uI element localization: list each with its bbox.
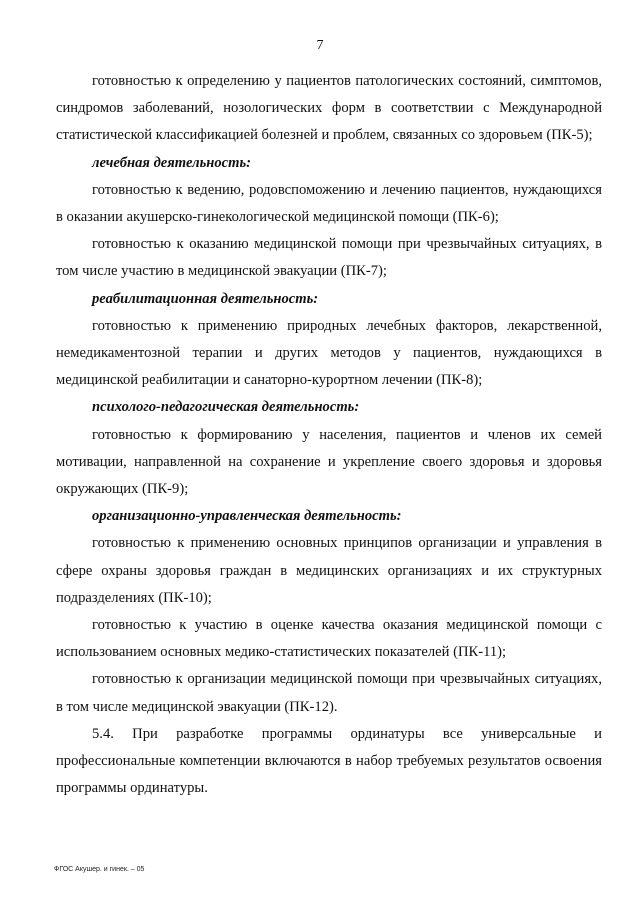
- paragraph-pk7: готовностью к оказанию медицинской помощи при чрезвычайных ситуациях, в том числе участию в медицинской эвакуации (ПК-7);: [56, 236, 602, 280]
- paragraph-pk5: готовностью к определению у пациентов патологических состояний, симптомов, синдромов заболеваний, нозологических форм в соответствии с Международной статистической классификацией болезней и проблем, связанных со здоровьем (ПК-5);: [56, 73, 602, 144]
- page-number: 7: [316, 38, 324, 53]
- section-heading-organization-management: организационно-управленческая деятельность:: [92, 508, 402, 525]
- section-heading-rehabilitation: реабилитационная деятельность:: [92, 290, 319, 307]
- paragraph-pk6: готовностью к ведению, родовспоможению и лечению пациентов, нуждающихся в оказании акушерско-гинекологической медицинской помощи (ПК-6);: [56, 181, 602, 226]
- section-heading-psychology-pedagogy: психолого-педагогическая деятельность:: [92, 399, 360, 416]
- section-heading-treatment: лечебная деятельность:: [92, 154, 251, 171]
- paragraph-pk11: готовностью к участию в оценке качества оказания медицинской помощи с использованием основных медико-статистических показателей (ПК-11);: [56, 617, 602, 661]
- paragraph-pk9: готовностью к формированию у населения, пациентов и членов их семей мотивации, направленной на сохранение и укрепление своего здоровья и здоровья окружающих (ПК-9);: [56, 426, 602, 498]
- paragraph-pk10: готовностью к применению основных принципов организации и управления в сфере охраны здоровья граждан в медицинских организациях и их структурных подразделениях (ПК-10);: [56, 535, 602, 606]
- paragraph-5-4: 5.4. При разработке программы ординатуры все универсальные и профессиональные компетенции включаются в набор требуемых результатов освоения программы ординатуры.: [56, 725, 602, 797]
- paragraph-pk8: готовностью к применению природных лечебных факторов, лекарственной, немедикаментозной терапии и других методов у пациентов, нуждающихся в медицинской реабилитации и санаторно-курортном лечении (ПК-8);: [56, 317, 602, 389]
- footer-note: ФГОС Акушер. и гинек. – 05: [54, 866, 145, 873]
- paragraph-pk12: готовностью к организации медицинской помощи при чрезвычайных ситуациях, в том числе медицинской эвакуации (ПК-12).: [56, 671, 602, 715]
- document-body: [56, 68, 602, 802]
